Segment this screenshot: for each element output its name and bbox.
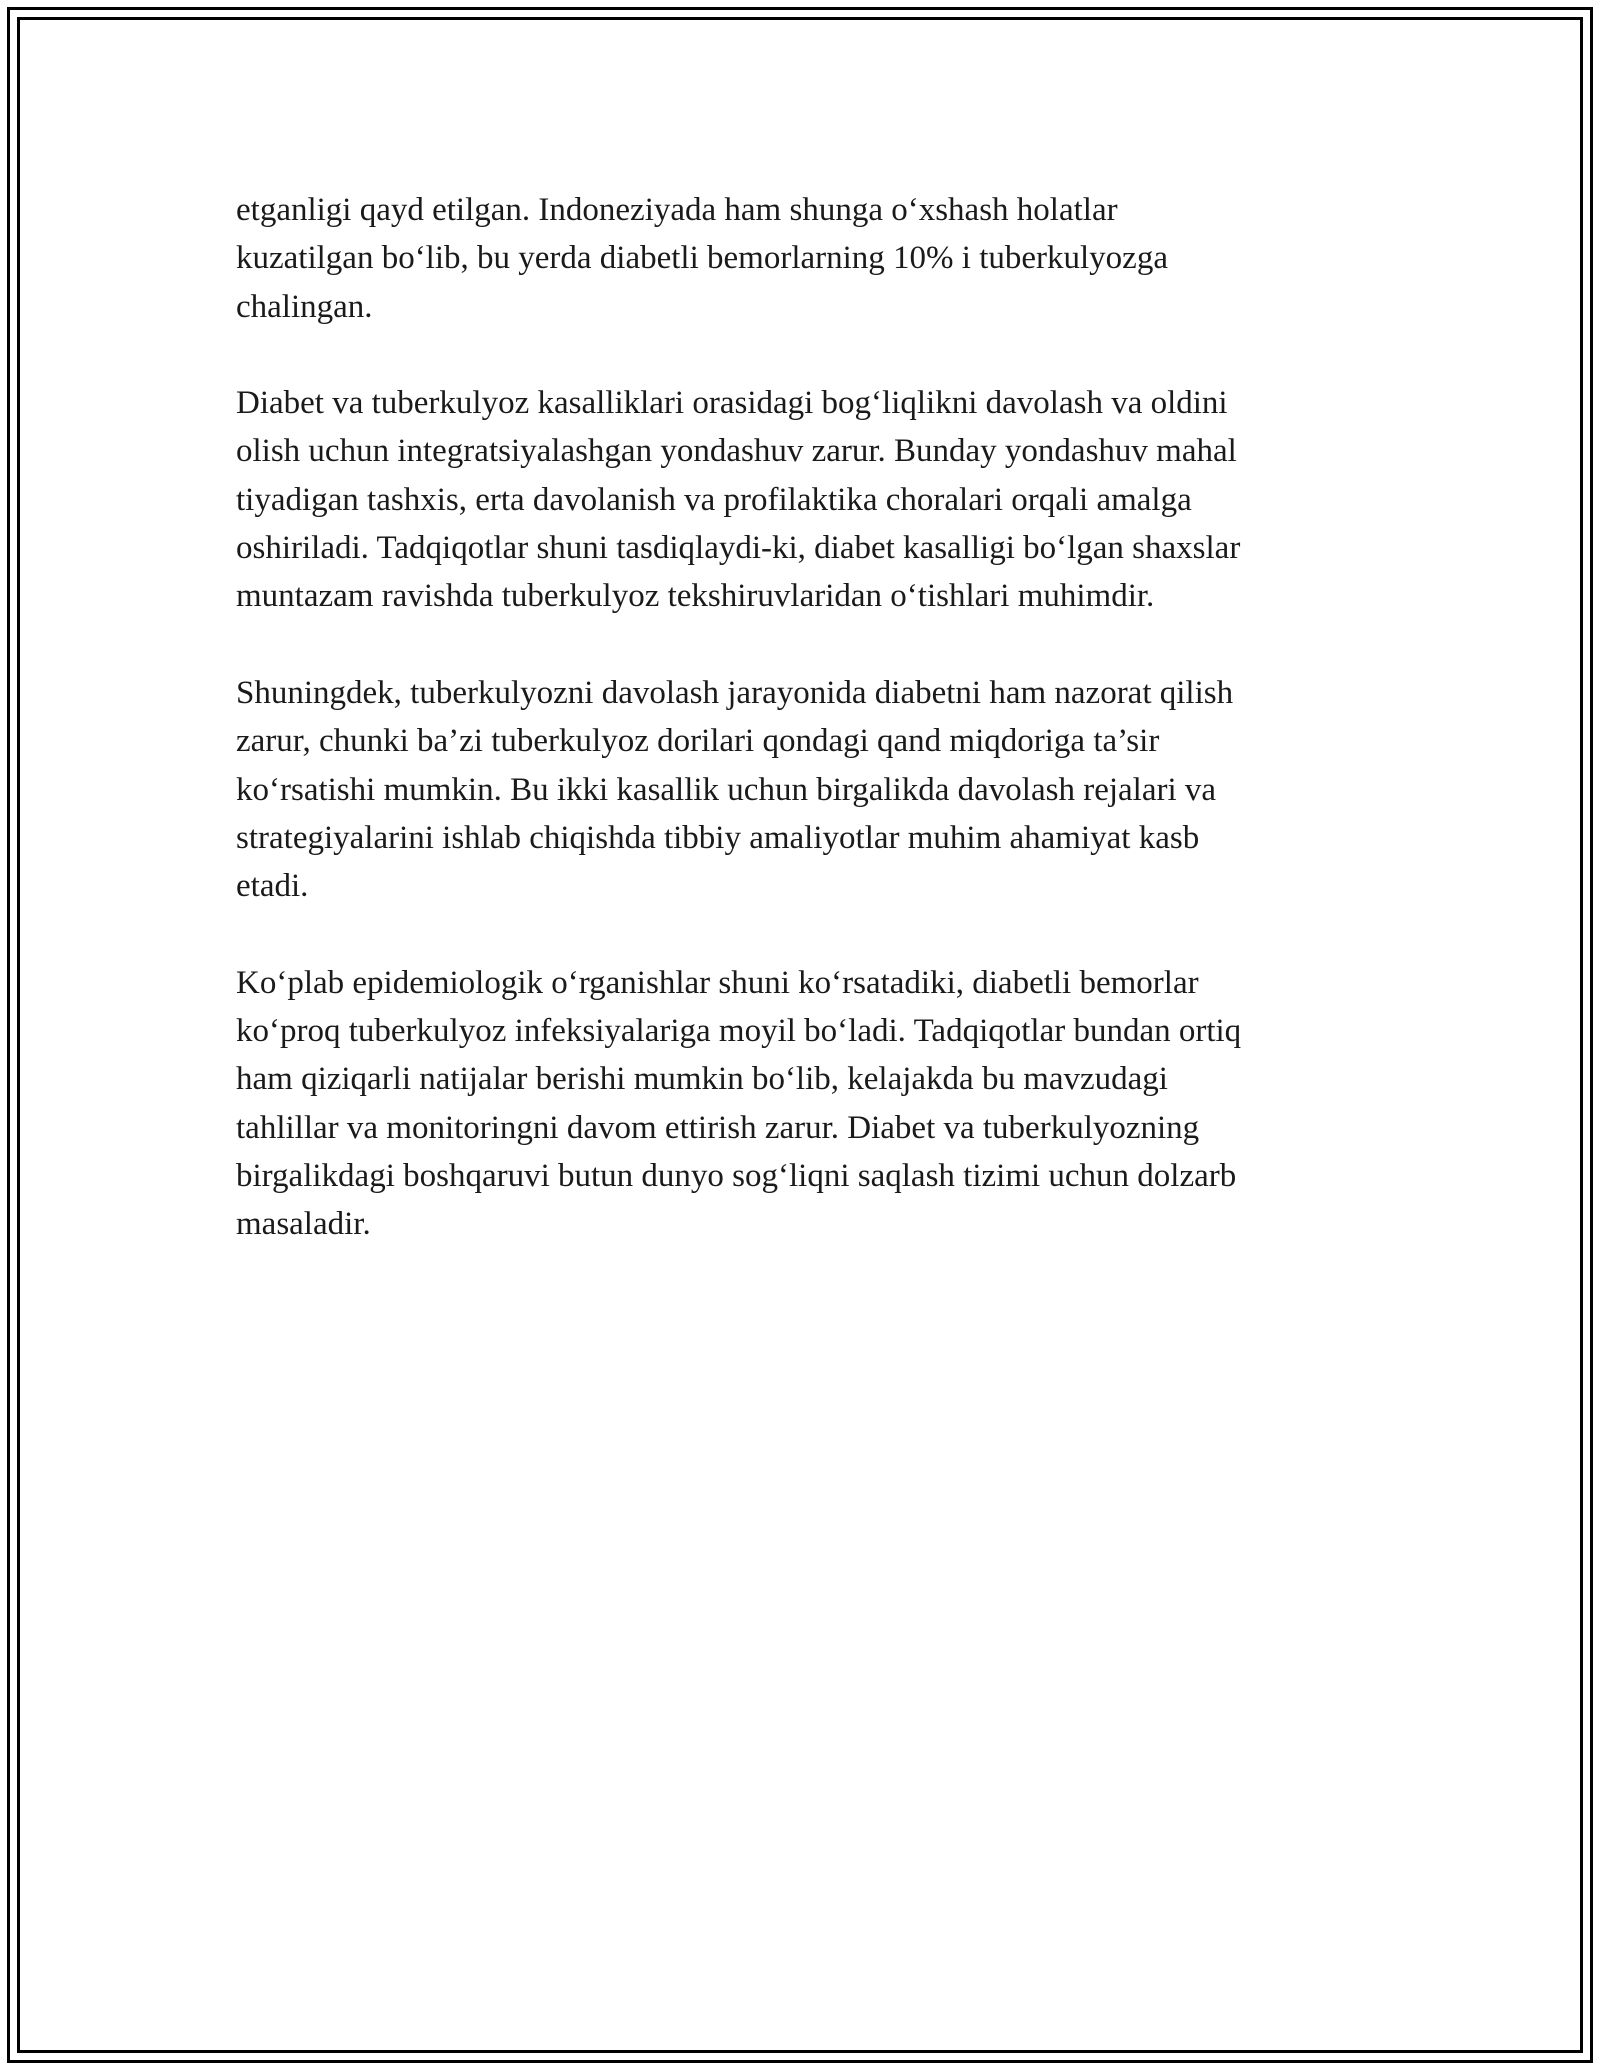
text-line: muntazam ravishda tuberkulyoz tekshiruvlaridan o‘tishlari muhimdir. bbox=[236, 578, 1155, 615]
text-line: chalingan. bbox=[236, 288, 373, 325]
text-line: kuzatilgan bo‘lib, bu yerda diabetli bemorlarning 10% i tuberkulyozga bbox=[236, 240, 1168, 277]
text-line: Ko‘plab epidemiologik o‘rganishlar shuni ko‘rsatadiki, diabetli bemorlar bbox=[236, 964, 1199, 1001]
paragraph-1 bbox=[236, 186, 1366, 331]
text-line: ko‘proq tuberkulyoz infeksiyalariga moyil bo‘ladi. Tadqiqotlar bundan ortiq bbox=[236, 1013, 1242, 1050]
text-line: Diabet va tuberkulyoz kasalliklari orasidagi bog‘liqlikni davolash va oldini bbox=[236, 385, 1228, 422]
text-line: etganligi qayd etilgan. Indoneziyada ham shunga o‘xshash holatlar bbox=[236, 192, 1118, 228]
text-line: tiyadigan tashxis, erta davolanish va profilaktika choralari orqali amalga bbox=[236, 481, 1192, 518]
text-line: tahlillar va monitoringni davom ettirish zarur. Diabet va tuberkulyozning bbox=[236, 1109, 1200, 1146]
paragraph-3 bbox=[236, 669, 1366, 910]
paragraph-2 bbox=[236, 379, 1366, 620]
text-line: etadi. bbox=[236, 868, 309, 905]
document-body bbox=[236, 186, 1366, 1297]
text-line: masaladir. bbox=[236, 1206, 371, 1243]
text-line: oshiriladi. Tadqiqotlar shuni tasdiqlaydi-ki, diabet kasalligi bo‘lgan shaxslar bbox=[236, 530, 1241, 567]
text-line: strategiyalarini ishlab chiqishda tibbiy amaliyotlar muhim ahamiyat kasb bbox=[236, 819, 1200, 856]
text-line: Shuningdek, tuberkulyozni davolash jarayonida diabetni ham nazorat qilish bbox=[236, 674, 1234, 711]
text-line: birgalikdagi boshqaruvi butun dunyo sog‘liqni saqlash tizimi uchun dolzarb bbox=[236, 1157, 1237, 1194]
text-line: olish uchun integratsiyalashgan yondashuv zarur. Bunday yondashuv mahal bbox=[236, 433, 1237, 470]
text-line: zarur, chunki ba’zi tuberkulyoz dorilari qondagi qand miqdoriga ta’sir bbox=[236, 723, 1160, 760]
text-line: ham qiziqarli natijalar berishi mumkin bo‘lib, kelajakda bu mavzudagi bbox=[236, 1061, 1168, 1098]
paragraph-4 bbox=[236, 959, 1366, 1249]
text-line: ko‘rsatishi mumkin. Bu ikki kasallik uchun birgalikda davolash rejalari va bbox=[236, 771, 1217, 808]
